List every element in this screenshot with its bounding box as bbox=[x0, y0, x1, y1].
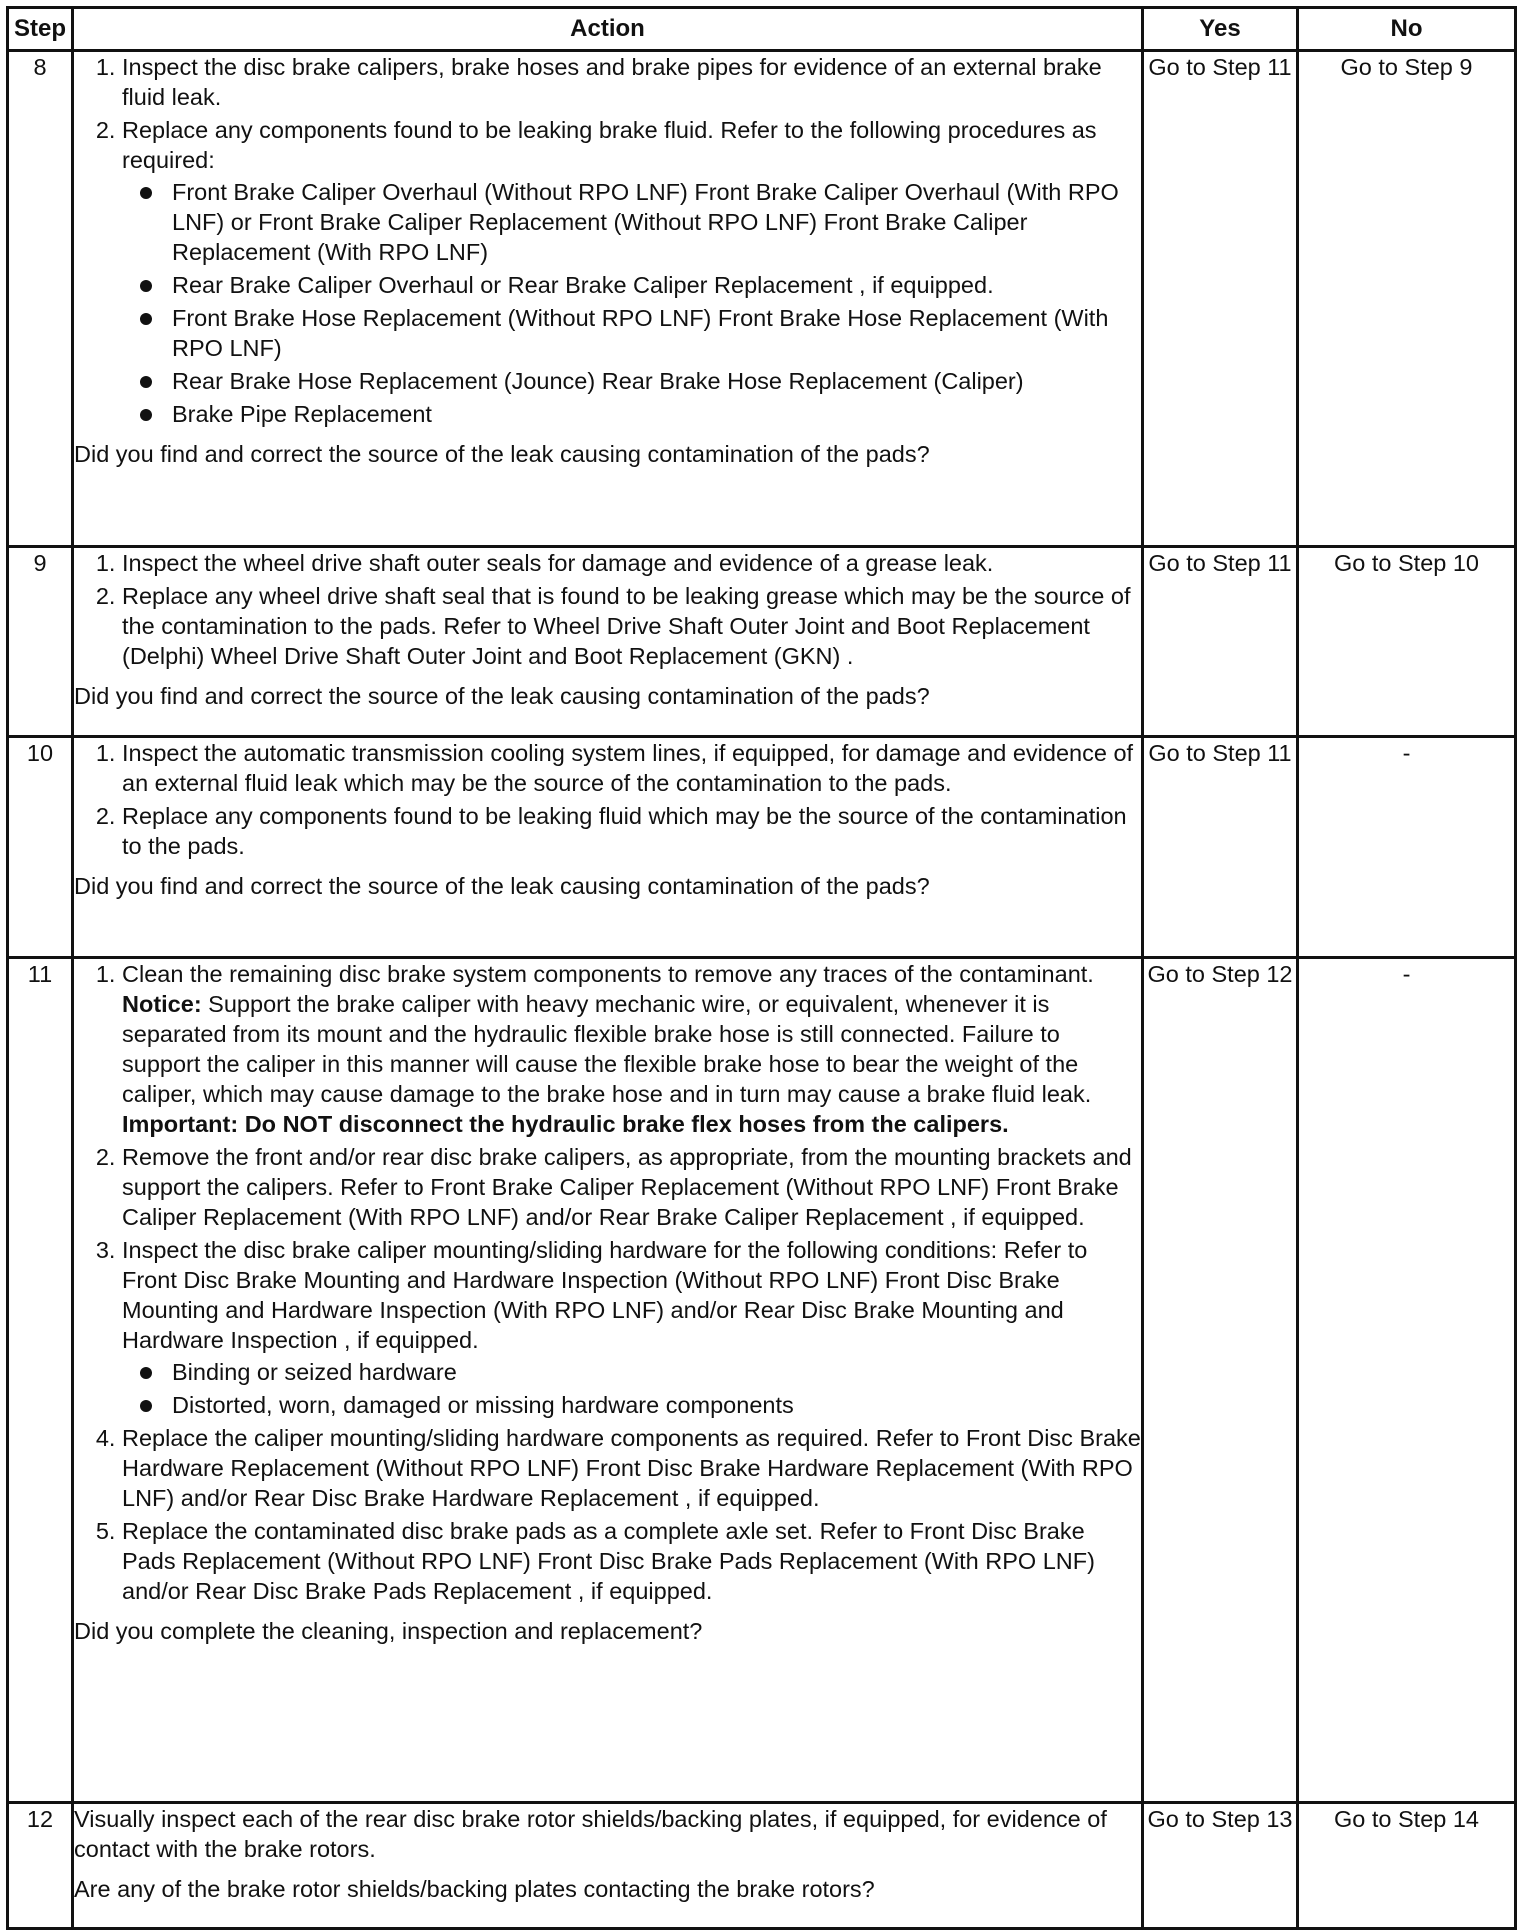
yes-cell: Go to Step 12 bbox=[1143, 958, 1298, 1803]
list-item-text: Replace any components found to be leaking brake fluid. Refer to the following procedures as required: bbox=[122, 117, 1097, 173]
bullet-item: Binding or seized hardware bbox=[172, 1357, 1141, 1387]
step-number: 8 bbox=[8, 51, 73, 547]
bullet-item: Rear Brake Hose Replacement (Jounce) Rear Brake Hose Replacement (Caliper) bbox=[172, 366, 1141, 396]
bullet-item: Distorted, worn, damaged or missing hardware components bbox=[172, 1390, 1141, 1420]
list-item bbox=[122, 115, 1141, 429]
list-item: 5. Replace the contaminated disc brake pads as a complete axle set. Refer to Front Disc Brake Pads Replacement (Without RPO LNF) Front Disc Brake Pads Replacement (With RPO LNF) and/or Rear Disc Brake Pads Replacement , if equipped. bbox=[122, 1516, 1141, 1606]
no-cell: - bbox=[1298, 737, 1516, 958]
step-number: 10 bbox=[8, 737, 73, 958]
list-item: 1. Inspect the automatic transmission cooling system lines, if equipped, for damage and evidence of an external fluid leak which may be the source of the contamination to the pads. bbox=[122, 738, 1141, 798]
action-steps-list bbox=[74, 738, 1141, 861]
notice-label: Notice: bbox=[122, 991, 202, 1017]
header-no: No bbox=[1298, 8, 1516, 51]
list-item: 2. Replace any wheel drive shaft seal that is found to be leaking grease which may be the source of the contamination to the pads. Refer to Wheel Drive Shaft Outer Joint and Boot Replacement (Delphi) Wheel Drive Shaft Outer Joint and Boot Replacement (GKN) . bbox=[122, 581, 1141, 671]
bullet-list bbox=[122, 1357, 1141, 1420]
action-steps-list bbox=[74, 959, 1141, 1606]
diagnostic-table bbox=[6, 6, 1517, 1930]
no-cell: Go to Step 10 bbox=[1298, 547, 1516, 737]
table-row-step-8 bbox=[8, 51, 1516, 547]
step-number: 11 bbox=[8, 958, 73, 1803]
bullet-list bbox=[122, 177, 1141, 429]
notice-text bbox=[122, 989, 1141, 1109]
action-steps-list bbox=[74, 52, 1141, 429]
list-item-text: Inspect the disc brake caliper mounting/sliding hardware for the following conditions: Refer to Front Disc Brake Mounting and Hardware Inspection (Without RPO LNF) Front Disc Brake Mounting and Hardware Inspection (With RPO LNF) and/or Rear Disc Brake Mounting and Hardware Inspection , if equipped. bbox=[122, 1237, 1088, 1353]
action-cell bbox=[73, 958, 1143, 1803]
yes-cell: Go to Step 11 bbox=[1143, 51, 1298, 547]
question-text: Did you complete the cleaning, inspection and replacement? bbox=[74, 1618, 703, 1644]
no-cell: Go to Step 9 bbox=[1298, 51, 1516, 547]
list-item: 2. Remove the front and/or rear disc brake calipers, as appropriate, from the mounting brackets and support the calipers. Refer to Front Brake Caliper Replacement (Without RPO LNF) Front Brake Caliper Replacement (With RPO LNF) and/or Rear Brake Caliper Replacement , if equipped. bbox=[122, 1142, 1141, 1232]
header-row bbox=[8, 8, 1516, 51]
action-cell bbox=[73, 1803, 1143, 1929]
important-text: Important: Do NOT disconnect the hydraulic brake flex hoses from the calipers. bbox=[122, 1111, 1009, 1137]
bullet-item: Front Brake Caliper Overhaul (Without RPO LNF) Front Brake Caliper Overhaul (With RPO LNF) or Front Brake Caliper Replacement (Without RPO LNF) Front Brake Caliper Replacement (With RPO LNF) bbox=[172, 177, 1141, 267]
step-number: 9 bbox=[8, 547, 73, 737]
action-cell bbox=[73, 737, 1143, 958]
table-row-step-11 bbox=[8, 958, 1516, 1803]
action-cell bbox=[73, 547, 1143, 737]
yes-cell: Go to Step 11 bbox=[1143, 547, 1298, 737]
question-text: Did you find and correct the source of the leak causing contamination of the pads? bbox=[74, 683, 930, 709]
yes-cell: Go to Step 13 bbox=[1143, 1803, 1298, 1929]
bullet-item: Front Brake Hose Replacement (Without RPO LNF) Front Brake Hose Replacement (With RPO LNF) bbox=[172, 303, 1141, 363]
no-cell: Go to Step 14 bbox=[1298, 1803, 1516, 1929]
list-item: 2. Replace any components found to be leaking fluid which may be the source of the contamination to the pads. bbox=[122, 801, 1141, 861]
action-text: Visually inspect each of the rear disc brake rotor shields/backing plates, if equipped, for evidence of contact with the brake rotors. bbox=[74, 1806, 1107, 1862]
list-item: 4. Replace the caliper mounting/sliding hardware components as required. Refer to Front Disc Brake Hardware Replacement (Without RPO LNF) Front Disc Brake Hardware Replacement (With RPO LNF) and/or Rear Disc Brake Hardware Replacement , if equipped. bbox=[122, 1423, 1141, 1513]
table-row-step-9 bbox=[8, 547, 1516, 737]
notice-body: Support the brake caliper with heavy mechanic wire, or equivalent, whenever it is separated from its mount and the hydraulic flexible brake hose is still connected. Failure to support the caliper in this manner will cause the flexible brake hose to bear the weight of the caliper, which may cause damage to the brake hose and in turn may cause a brake fluid leak. bbox=[122, 991, 1092, 1107]
list-item: 1. Inspect the disc brake calipers, brake hoses and brake pipes for evidence of an external brake fluid leak. bbox=[122, 52, 1141, 112]
list-item-text: Clean the remaining disc brake system components to remove any traces of the contaminant. bbox=[122, 961, 1094, 987]
action-cell bbox=[73, 51, 1143, 547]
no-cell: - bbox=[1298, 958, 1516, 1803]
action-steps-list bbox=[74, 548, 1141, 671]
yes-cell: Go to Step 11 bbox=[1143, 737, 1298, 958]
step-number: 12 bbox=[8, 1803, 73, 1929]
question-text: Did you find and correct the source of the leak causing contamination of the pads? bbox=[74, 441, 930, 467]
question-text: Are any of the brake rotor shields/backing plates contacting the brake rotors? bbox=[74, 1876, 875, 1902]
list-item bbox=[122, 1235, 1141, 1420]
bullet-item: Brake Pipe Replacement bbox=[172, 399, 1141, 429]
question-text: Did you find and correct the source of the leak causing contamination of the pads? bbox=[74, 873, 930, 899]
bullet-item: Rear Brake Caliper Overhaul or Rear Brake Caliper Replacement , if equipped. bbox=[172, 270, 1141, 300]
table-row-step-10 bbox=[8, 737, 1516, 958]
list-item: 1. Inspect the wheel drive shaft outer seals for damage and evidence of a grease leak. bbox=[122, 548, 1141, 578]
header-step: Step bbox=[8, 8, 73, 51]
list-item bbox=[122, 959, 1141, 1139]
header-yes: Yes bbox=[1143, 8, 1298, 51]
header-action: Action bbox=[73, 8, 1143, 51]
table-row-step-12 bbox=[8, 1803, 1516, 1929]
